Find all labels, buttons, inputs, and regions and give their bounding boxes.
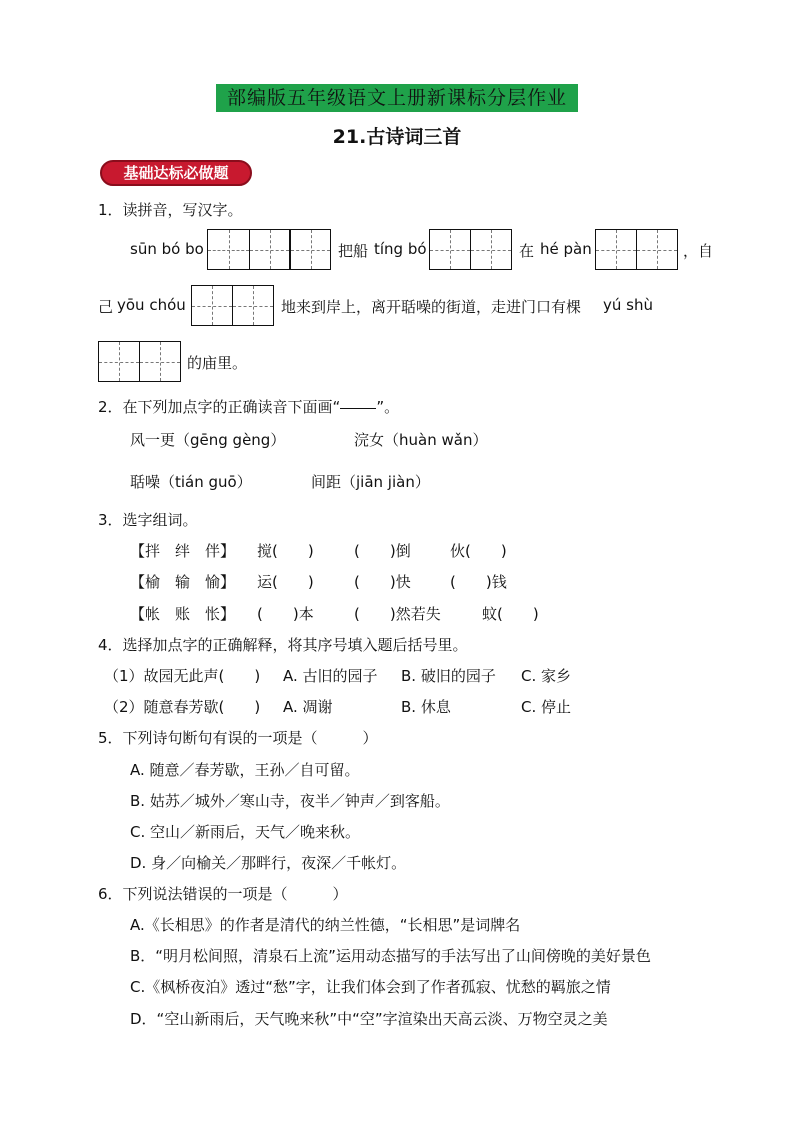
q2-title: 2．在下列加点字的正确读音下面画“ ”。 xyxy=(98,398,400,416)
q1-title: 1．读拼音，写汉字。 xyxy=(98,201,243,219)
q1-text-5: 地来到岸上，离开聒噪的街道，走进门口有棵 xyxy=(281,298,582,316)
q6-option-a: A.《长相思》的作者是清代的纳兰性德，“长相思”是词牌名 xyxy=(130,916,521,934)
q4-title: 4．选择加点字的正确解释，将其序号填入题后括号里。 xyxy=(98,636,468,654)
q3-row1-c[interactable]: 伙( ) xyxy=(450,542,507,560)
q1-text-3: ，自 xyxy=(683,242,714,260)
q5-option-d: D. 身／向榆关／那畔行，夜深／千帐灯。 xyxy=(130,854,407,872)
q3-row1-a[interactable]: 搅( ) xyxy=(257,542,314,560)
q4-row1-option-a: A. 古旧的园子 xyxy=(283,667,378,685)
q3-row1-group: 【拌 绊 伴】 xyxy=(130,542,236,560)
q4-row2-option-a: A. 凋谢 xyxy=(283,698,333,716)
q4-row2-option-c: C. 停止 xyxy=(521,698,572,716)
q4-row2-question: （2）随意春芳歇( ) xyxy=(104,698,261,716)
q5-option-c: C. 空山／新雨后，天气／晚来秋。 xyxy=(130,823,361,841)
q2-item-d: 间距（jiān jiàn） xyxy=(311,473,430,491)
q2-item-b: 浣女（huàn wǎn） xyxy=(354,431,488,449)
q5-option-b: B. 姑苏／城外／寒山寺，夜半／钟声／到客船。 xyxy=(130,792,450,810)
q3-row3-group: 【帐 账 怅】 xyxy=(130,605,236,623)
tianzige-grid[interactable] xyxy=(98,341,181,382)
tianzige-grid[interactable] xyxy=(429,229,512,270)
q2-item-a: 风一更（gēng gèng） xyxy=(130,431,286,449)
q1-text-1: 把船 xyxy=(338,242,369,260)
tianzige-grid[interactable] xyxy=(595,229,678,270)
q6-title: 6．下列说法错误的一项是（ ） xyxy=(98,885,348,903)
worksheet-banner: 部编版五年级语文上册新课标分层作业 xyxy=(216,84,578,112)
q1-text-2: 在 xyxy=(519,242,535,260)
q3-row2-a[interactable]: 运( ) xyxy=(257,573,314,591)
q1-pinyin-5: yú shù xyxy=(603,296,653,314)
q1-pinyin-1: sūn bó bo xyxy=(130,240,204,258)
q3-row2-b[interactable]: ( )快 xyxy=(354,573,411,591)
q3-row2-c[interactable]: ( )钱 xyxy=(450,573,507,591)
q1-pinyin-2: tíng bó xyxy=(374,240,427,258)
q1-pinyin-3: hé pàn xyxy=(540,240,592,258)
q4-row1-option-b: B. 破旧的园子 xyxy=(401,667,496,685)
q4-row1-option-c: C. 家乡 xyxy=(521,667,572,685)
q4-row1-question: （1）故园无此声( ) xyxy=(104,667,261,685)
q1-text-6: 的庙里。 xyxy=(187,354,248,372)
tianzige-grid[interactable] xyxy=(191,285,274,326)
q3-title: 3．选字组词。 xyxy=(98,511,198,529)
q5-title: 5．下列诗句断句有误的一项是（ ） xyxy=(98,729,378,747)
q6-option-d: D．“空山新雨后，天气晚来秋”中“空”字渲染出天高云淡、万物空灵之美 xyxy=(130,1010,608,1028)
q3-row1-b[interactable]: ( )倒 xyxy=(354,542,411,560)
q3-row3-b[interactable]: ( )然若失 xyxy=(354,605,441,623)
q5-option-a: A. 随意／春芳歇，王孙／自可留。 xyxy=(130,761,360,779)
q4-row2-option-b: B. 休息 xyxy=(401,698,451,716)
q6-option-b: B．“明月松间照，清泉石上流”运用动态描写的手法写出了山间傍晚的美好景色 xyxy=(130,947,651,965)
section-badge: 基础达标必做题 xyxy=(100,160,252,186)
q1-text-4: 己 xyxy=(98,298,114,316)
underline-sample xyxy=(340,408,376,409)
q1-pinyin-4: yōu chóu xyxy=(117,296,186,314)
q3-row3-a[interactable]: ( )本 xyxy=(257,605,314,623)
q3-row3-c[interactable]: 蚊( ) xyxy=(482,605,539,623)
lesson-title: 21.古诗词三首 xyxy=(332,126,462,148)
q3-row2-group: 【榆 输 愉】 xyxy=(130,573,236,591)
q2-item-c: 聒噪（tián guō） xyxy=(130,473,252,491)
q6-option-c: C.《枫桥夜泊》透过“愁”字，让我们体会到了作者孤寂、忧愁的羁旅之情 xyxy=(130,978,611,996)
tianzige-grid[interactable] xyxy=(207,229,331,270)
